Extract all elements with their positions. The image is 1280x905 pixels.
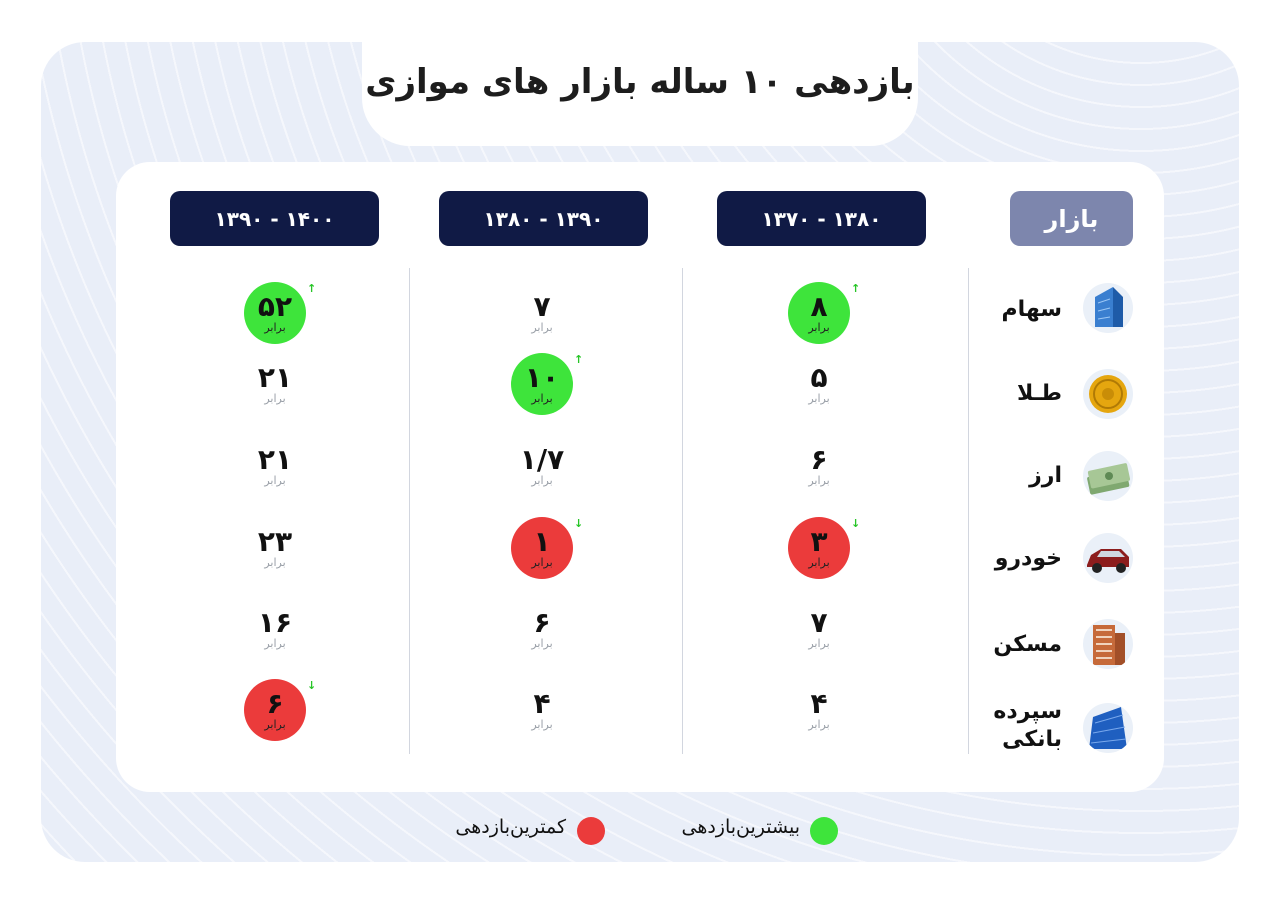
period-header-2: ۱۳۸۰ - ۱۳۹۰ [439,191,648,246]
column-divider [968,268,969,754]
value-cell: ۳ [810,525,828,558]
arrow-up-icon: ↑ [574,353,584,366]
market-label-housing: مسکن [993,632,1062,657]
legend-worst-dot [577,817,605,845]
value-cell: ۶ [266,687,284,720]
value-cell: ۵۲ [257,290,293,323]
unit-label: برابر [531,637,553,650]
value-cell: ۴ [810,687,828,720]
column-divider [409,268,410,754]
value-cell: ۸ [810,290,828,323]
column-divider [682,268,683,754]
unit-label: برابر [808,474,830,487]
value-cell: ۶ [533,606,551,639]
unit-label: برابر [808,321,830,334]
legend-worst-label: کمترین‌بازدهی [455,816,566,838]
value-cell: ۶ [810,443,828,476]
stock-building-icon [1083,283,1133,333]
unit-label: برابر [264,637,286,650]
arrow-down-icon: ↓ [307,679,317,692]
unit-label: برابر [264,556,286,569]
market-label-currency: ارز [1029,463,1062,488]
value-cell: ۲۳ [257,525,293,558]
unit-label: برابر [531,392,553,405]
unit-label: برابر [264,474,286,487]
unit-label: برابر [531,718,553,731]
apartment-building-icon [1083,619,1133,669]
unit-label: برابر [808,556,830,569]
unit-label: برابر [264,718,286,731]
market-label-gold: طـلا [1017,381,1062,406]
bank-tower-icon [1083,703,1133,753]
market-header: بازار [1010,191,1133,246]
unit-label: برابر [264,392,286,405]
unit-label: برابر [531,474,553,487]
unit-label: برابر [808,637,830,650]
market-label-stocks: سهام [1001,297,1062,322]
value-cell: ۵ [810,361,828,394]
period-header-1: ۱۳۷۰ - ۱۳۸۰ [717,191,926,246]
value-cell: ۱/۷ [519,443,565,476]
page-title: بازدهی ۱۰ ساله بازار های موازی [365,62,915,102]
market-label-deposit: سپرده بانکی [993,699,1062,752]
unit-label: برابر [531,321,553,334]
value-cell: ۷ [533,290,551,323]
value-cell: ۱۶ [257,606,293,639]
market-label-car: خودرو [994,546,1062,571]
arrow-down-icon: ↓ [851,517,861,530]
unit-label: برابر [808,392,830,405]
arrow-down-icon: ↓ [574,517,584,530]
legend-best-label: بیشترین‌بازدهی [681,816,800,838]
value-cell: ۴ [533,687,551,720]
arrow-up-icon: ↑ [851,282,861,295]
legend-best-dot [810,817,838,845]
unit-label: برابر [531,556,553,569]
unit-label: برابر [808,718,830,731]
value-cell: ۲۱ [257,443,293,476]
arrow-up-icon: ↑ [307,282,317,295]
gold-coin-icon [1083,369,1133,419]
value-cell: ۷ [810,606,828,639]
cash-stack-icon [1083,451,1133,501]
value-cell: ۱۰ [524,361,560,394]
period-header-3: ۱۳۹۰ - ۱۴۰۰ [170,191,379,246]
value-cell: ۲۱ [257,361,293,394]
value-cell: ۱ [533,525,551,558]
car-icon [1083,533,1133,583]
unit-label: برابر [264,321,286,334]
